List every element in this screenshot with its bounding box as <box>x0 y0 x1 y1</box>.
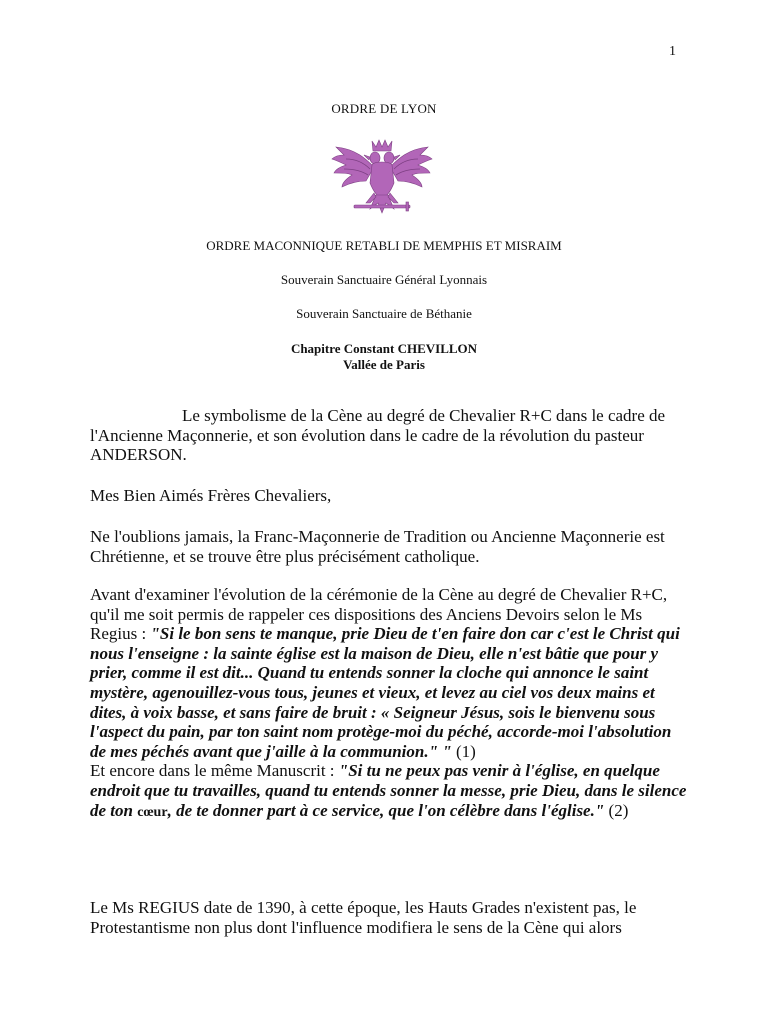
sanctuary-lyonnais: Souverain Sanctuaire Général Lyonnais <box>280 272 488 287</box>
regius-date-paragraph: Le Ms REGIUS date de 1390, à cette époque, les Hauts Grades n'existent pas, le Protestantisme non plus dont l'influence modifiera le sens de la Cène qui alors <box>90 898 637 937</box>
footnote-ref-2: (2) <box>604 800 629 820</box>
intro-paragraph: Le symbolisme de la Cène au degré de Chevalier R+C dans le cadre de l'Ancienne Maçonnerie, et son évolution dans le cadre de la révolution du pasteur ANDERSON. <box>90 406 666 465</box>
order-name: ORDRE MACONNIQUE RETABLI DE MEMPHIS ET MISRAIM <box>206 238 562 253</box>
tradition-paragraph: Ne l'oublions jamais, la Franc-Maçonnerie de Tradition ou Ancienne Maçonnerie est Chrétienne, et se trouve être plus précisément catholique. <box>90 527 665 566</box>
regius-quotes-paragraph <box>90 585 690 822</box>
footnote-ref-1: (1) <box>451 741 476 761</box>
sanctuary-bethanie: Souverain Sanctuaire de Béthanie <box>296 306 472 321</box>
header-title: ORDRE DE LYON <box>331 101 437 116</box>
regius-quote-2a: "Si tu ne peux pas venir à l'église, en quelque endroit que tu travailles, quand tu entends sonner la messe, prie Dieu, dans le silence de ton <box>90 761 687 820</box>
chapter-name: Chapitre Constant CHEVILLON <box>290 341 478 356</box>
salutation: Mes Bien Aimés Frères Chevaliers, <box>90 486 332 505</box>
heart-word: cœur <box>137 804 168 820</box>
regius-intro-text: Avant d'examiner l'évolution de la cérémonie de la Cène au degré de Chevalier R+C, qu'il me soit permis de rappeler ces dispositions des Anciens Devoirs selon le Ms Regius : <box>90 585 668 644</box>
manuscript-intro-text: Et encore dans le même Manuscrit : <box>90 761 339 781</box>
regius-quote-1: "Si le bon sens te manque, prie Dieu de t'en faire don car c'est le Christ qui nous l'enseigne : la sainte église est la maison de Dieu, elle n'est bâtie que pour y prier, comme il est dit... Quand tu entends sonner la cloche qui annonce le saint mystère, agenouillez-vous tous, jeunes et vieux, et levez au ciel vos deux mains et dites, à voix basse, et sans faire de bruit : « Seigneur Jésus, sois le bienvenu sous l'aspect du pain, par ton saint nom protège-moi du péché, accorde-moi l'absolution de mes péchés avant que j'aille à la communion." " <box>90 624 680 761</box>
page-number: 1 <box>669 44 676 59</box>
valley-name: Vallée de Paris <box>343 357 425 372</box>
regius-quote-2b: , de te donner part à ce service, que l'on célèbre dans l'église." <box>167 800 605 820</box>
double-headed-eagle-emblem <box>330 137 434 221</box>
